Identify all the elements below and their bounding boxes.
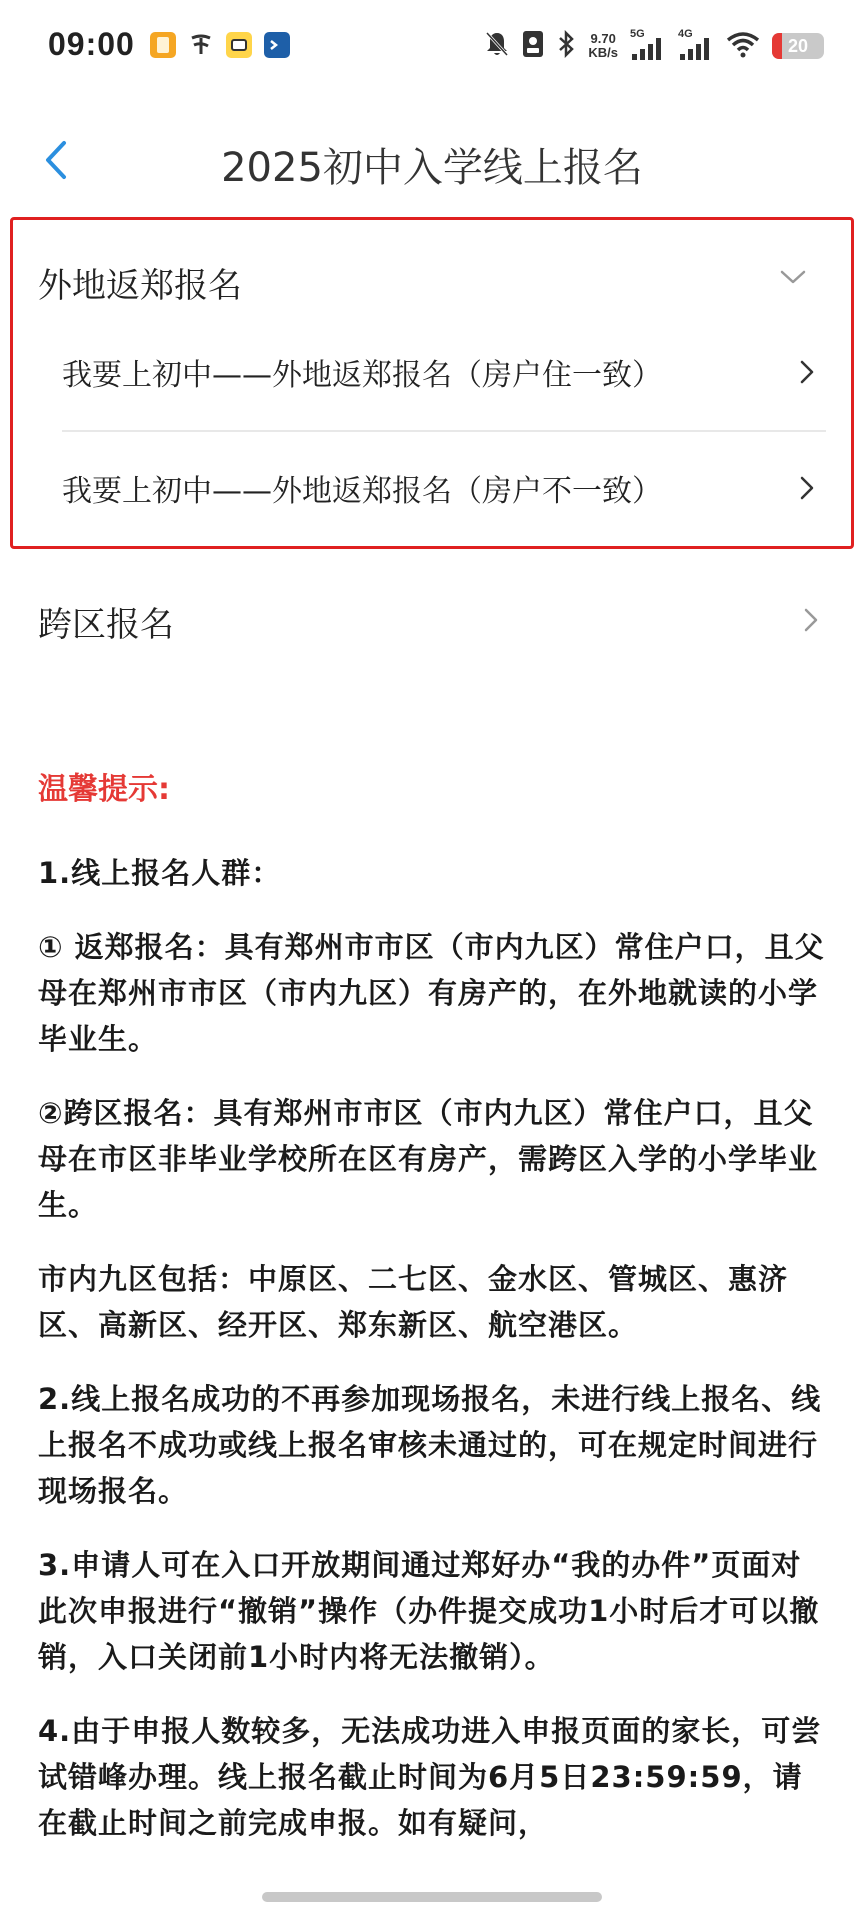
- notice-paragraph: 3.申请人可在入口开放期间通过郑好办“我的办件”页面对此次申报进行“撤销”操作（办件提交成功1小时后才可以撤销，入口关闭前1小时内将无法撤销）。: [38, 1548, 820, 1674]
- notice-paragraph: 1.线上报名人群：: [38, 856, 282, 890]
- chevron-right-icon[interactable]: [804, 608, 818, 632]
- home-indicator[interactable]: [262, 1892, 602, 1902]
- notice-title: 温馨提示:: [38, 772, 170, 807]
- group-return-zz-header[interactable]: 外地返郑报名: [38, 266, 242, 306]
- notice-paragraph: ②跨区报名：具有郑州市市区（市内九区）常住户口，且父母在市区非毕业学校所在区有房产，需跨区入学的小学毕业生。: [38, 1096, 819, 1222]
- app-icon-orange: [150, 32, 176, 58]
- china-telecom-icon: [188, 32, 214, 58]
- list-item-same-household[interactable]: [62, 342, 822, 402]
- page-title: 2025初中入学线上报名: [221, 145, 643, 191]
- list-item-label: 我要上初中——外地返郑报名（房户不一致）: [62, 474, 662, 509]
- app-icon-yellow: [226, 32, 252, 58]
- chevron-right-icon[interactable]: [800, 360, 814, 384]
- notice-section: [38, 768, 828, 1874]
- list-item-label: 我要上初中——外地返郑报名（房户住一致）: [62, 358, 662, 393]
- notice-paragraph: ① 返郑报名：具有郑州市市区（市内九区）常住户口，且父母在郑州市市区（市内九区）有房产的，在外地就读的小学毕业生。: [38, 930, 825, 1056]
- status-indicators: [484, 28, 824, 64]
- chevron-right-icon[interactable]: [800, 476, 814, 500]
- list-item-different-household[interactable]: [62, 458, 822, 518]
- status-time: 09:00: [48, 26, 135, 62]
- header: [0, 110, 864, 210]
- notice-paragraph: 市内九区包括：中原区、二七区、金水区、管城区、惠济区、高新区、经开区、郑东新区、航空港区。: [38, 1262, 789, 1342]
- battery-icon: 20: [772, 33, 824, 59]
- signal-4g-icon: 4G: [678, 30, 714, 62]
- wifi-icon: [726, 30, 760, 62]
- bluetooth-icon: [556, 30, 576, 62]
- notice-paragraph: 4.由于申报人数较多，无法成功进入申报页面的家长，可尝试错峰办理。线上报名截止时间为6月5日23:59:59，请在截止时间之前完成申报。如有疑问，: [38, 1714, 822, 1840]
- notice-paragraph: 2.线上报名成功的不再参加现场报名，未进行线上报名、线上报名不成功或线上报名审核未通过的，可在规定时间进行现场报名。: [38, 1382, 822, 1508]
- signal-5g-icon: 5G: [630, 30, 666, 62]
- divider: [62, 430, 826, 432]
- mute-icon: [484, 30, 510, 62]
- chevron-down-icon[interactable]: [780, 268, 806, 286]
- list-item-cross-district[interactable]: [0, 585, 864, 655]
- status-bar: [0, 0, 864, 92]
- cross-district-label: 跨区报名: [38, 605, 174, 645]
- nfc-icon: [522, 30, 544, 62]
- network-speed: 9.70 KB/s: [588, 31, 618, 60]
- terminal-app-icon: [264, 32, 290, 58]
